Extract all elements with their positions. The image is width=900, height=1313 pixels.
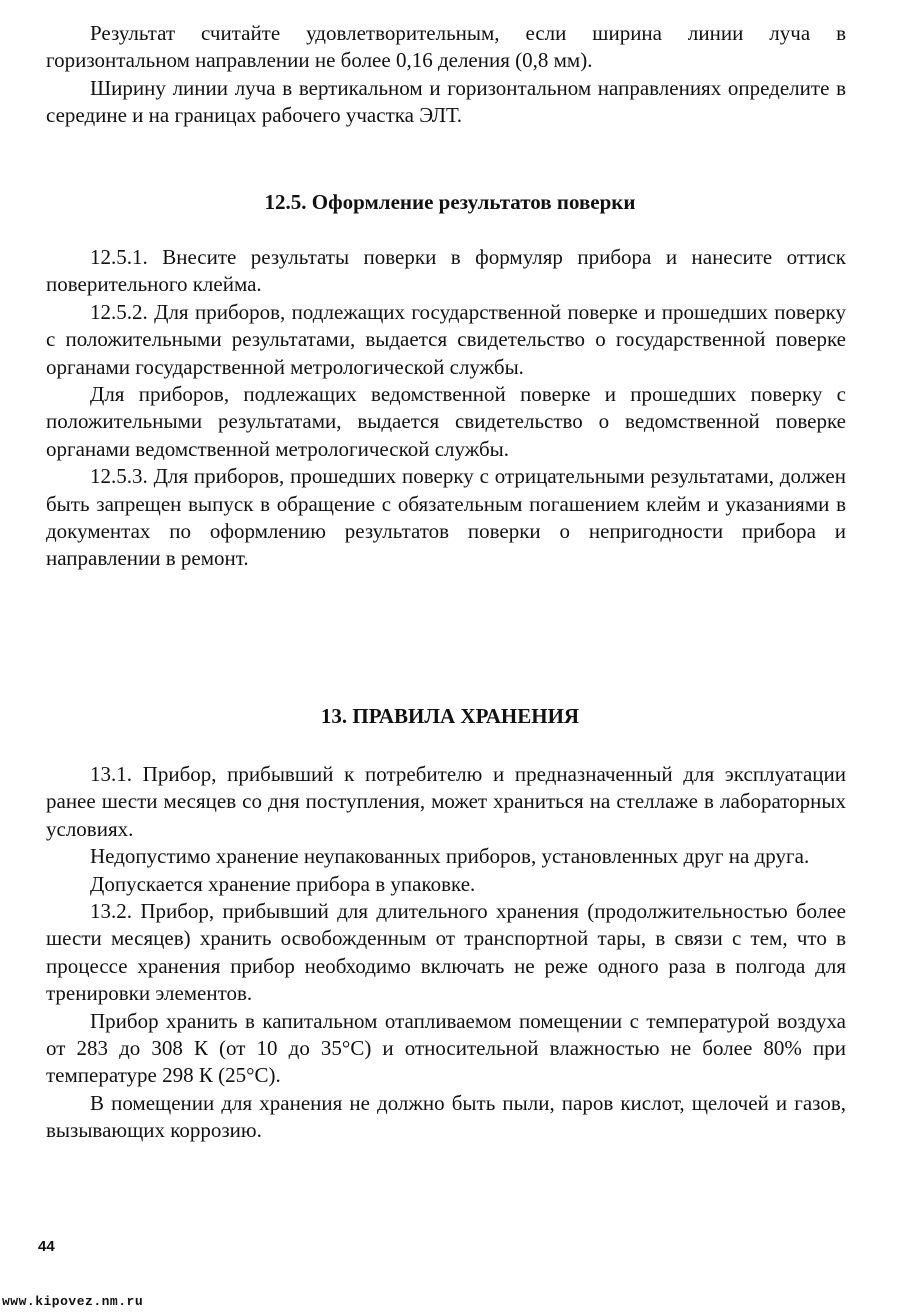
paragraph: Ширину линии луча в вертикальном и горизонтальном направлениях определите в середине и на границах рабочего участка ЭЛТ. — [46, 75, 846, 128]
paragraph: Допускается хранение прибора в упаковке. — [90, 871, 476, 896]
paragraph: 13.1. Прибор, прибывший к потребителю и предназначенный для эксплуатации ранее шести месяцев со дня поступления, может храниться на стеллаже в лабораторных условиях. — [46, 762, 846, 841]
section-12-5-text — [46, 244, 846, 573]
section-heading-13: 13. ПРАВИЛА ХРАНЕНИЯ — [320, 704, 580, 728]
paragraph: 12.5.3. Для приборов, прошедших поверку с отрицательными результатами, должен быть запрещен выпуск в обращение с обязательным погашением клейм и указаниями в документах по оформлению результатов поверки о непригодности прибора и направлении в ремонт. — [46, 464, 846, 571]
paragraph: Недопустимо хранение неупакованных приборов, установленных друг на друга. — [90, 844, 810, 869]
section-heading-12-5: 12.5. Оформление результатов поверки — [264, 190, 636, 214]
paragraph: 12.5.1. Внесите результаты поверки в формуляр прибора и нанесите оттиск поверительного клейма. — [46, 245, 846, 297]
paragraph: Для приборов, подлежащих ведомственной поверке и прошедших поверку с положительными результатами, выдается свидетельство о ведомственной поверке органами ведомственной метрологической службы. — [46, 382, 846, 461]
paragraph: 13.2. Прибор, прибывший для длительного хранения (продолжительностью более шести месяцев) хранить освобожденным от транспортной тары, в связи с тем, что в процессе хранения прибор необходимо включать не реже одного раза в полгода для тренировки элементов. — [46, 899, 846, 1006]
paragraph: Прибор хранить в капитальном отапливаемом помещении с температурой воздуха от 283 до 308 К (от 10 до 35°С) и относительной влажностью не более 80% при температуре 298 К (25°С). — [46, 1008, 846, 1088]
website-watermark: www.kipovez.nm.ru — [2, 1294, 144, 1309]
intro-text — [46, 20, 846, 130]
section-13-text — [46, 761, 846, 1145]
paragraph: В помещении для хранения не должно быть пыли, паров кислот, щелочей и газов, вызывающих коррозию. — [46, 1090, 846, 1143]
page-number: 44 — [38, 1238, 55, 1255]
paragraph: Результат считайте удовлетворительным, если ширина линии луча в горизонтальном направлении не более 0,16 деления (0,8 мм). — [46, 21, 846, 73]
paragraph: 12.5.2. Для приборов, подлежащих государственной поверке и прошедших поверку с положительными результатами, выдается свидетельство о государственной поверке органами государственной метрологической службы. — [46, 299, 846, 379]
